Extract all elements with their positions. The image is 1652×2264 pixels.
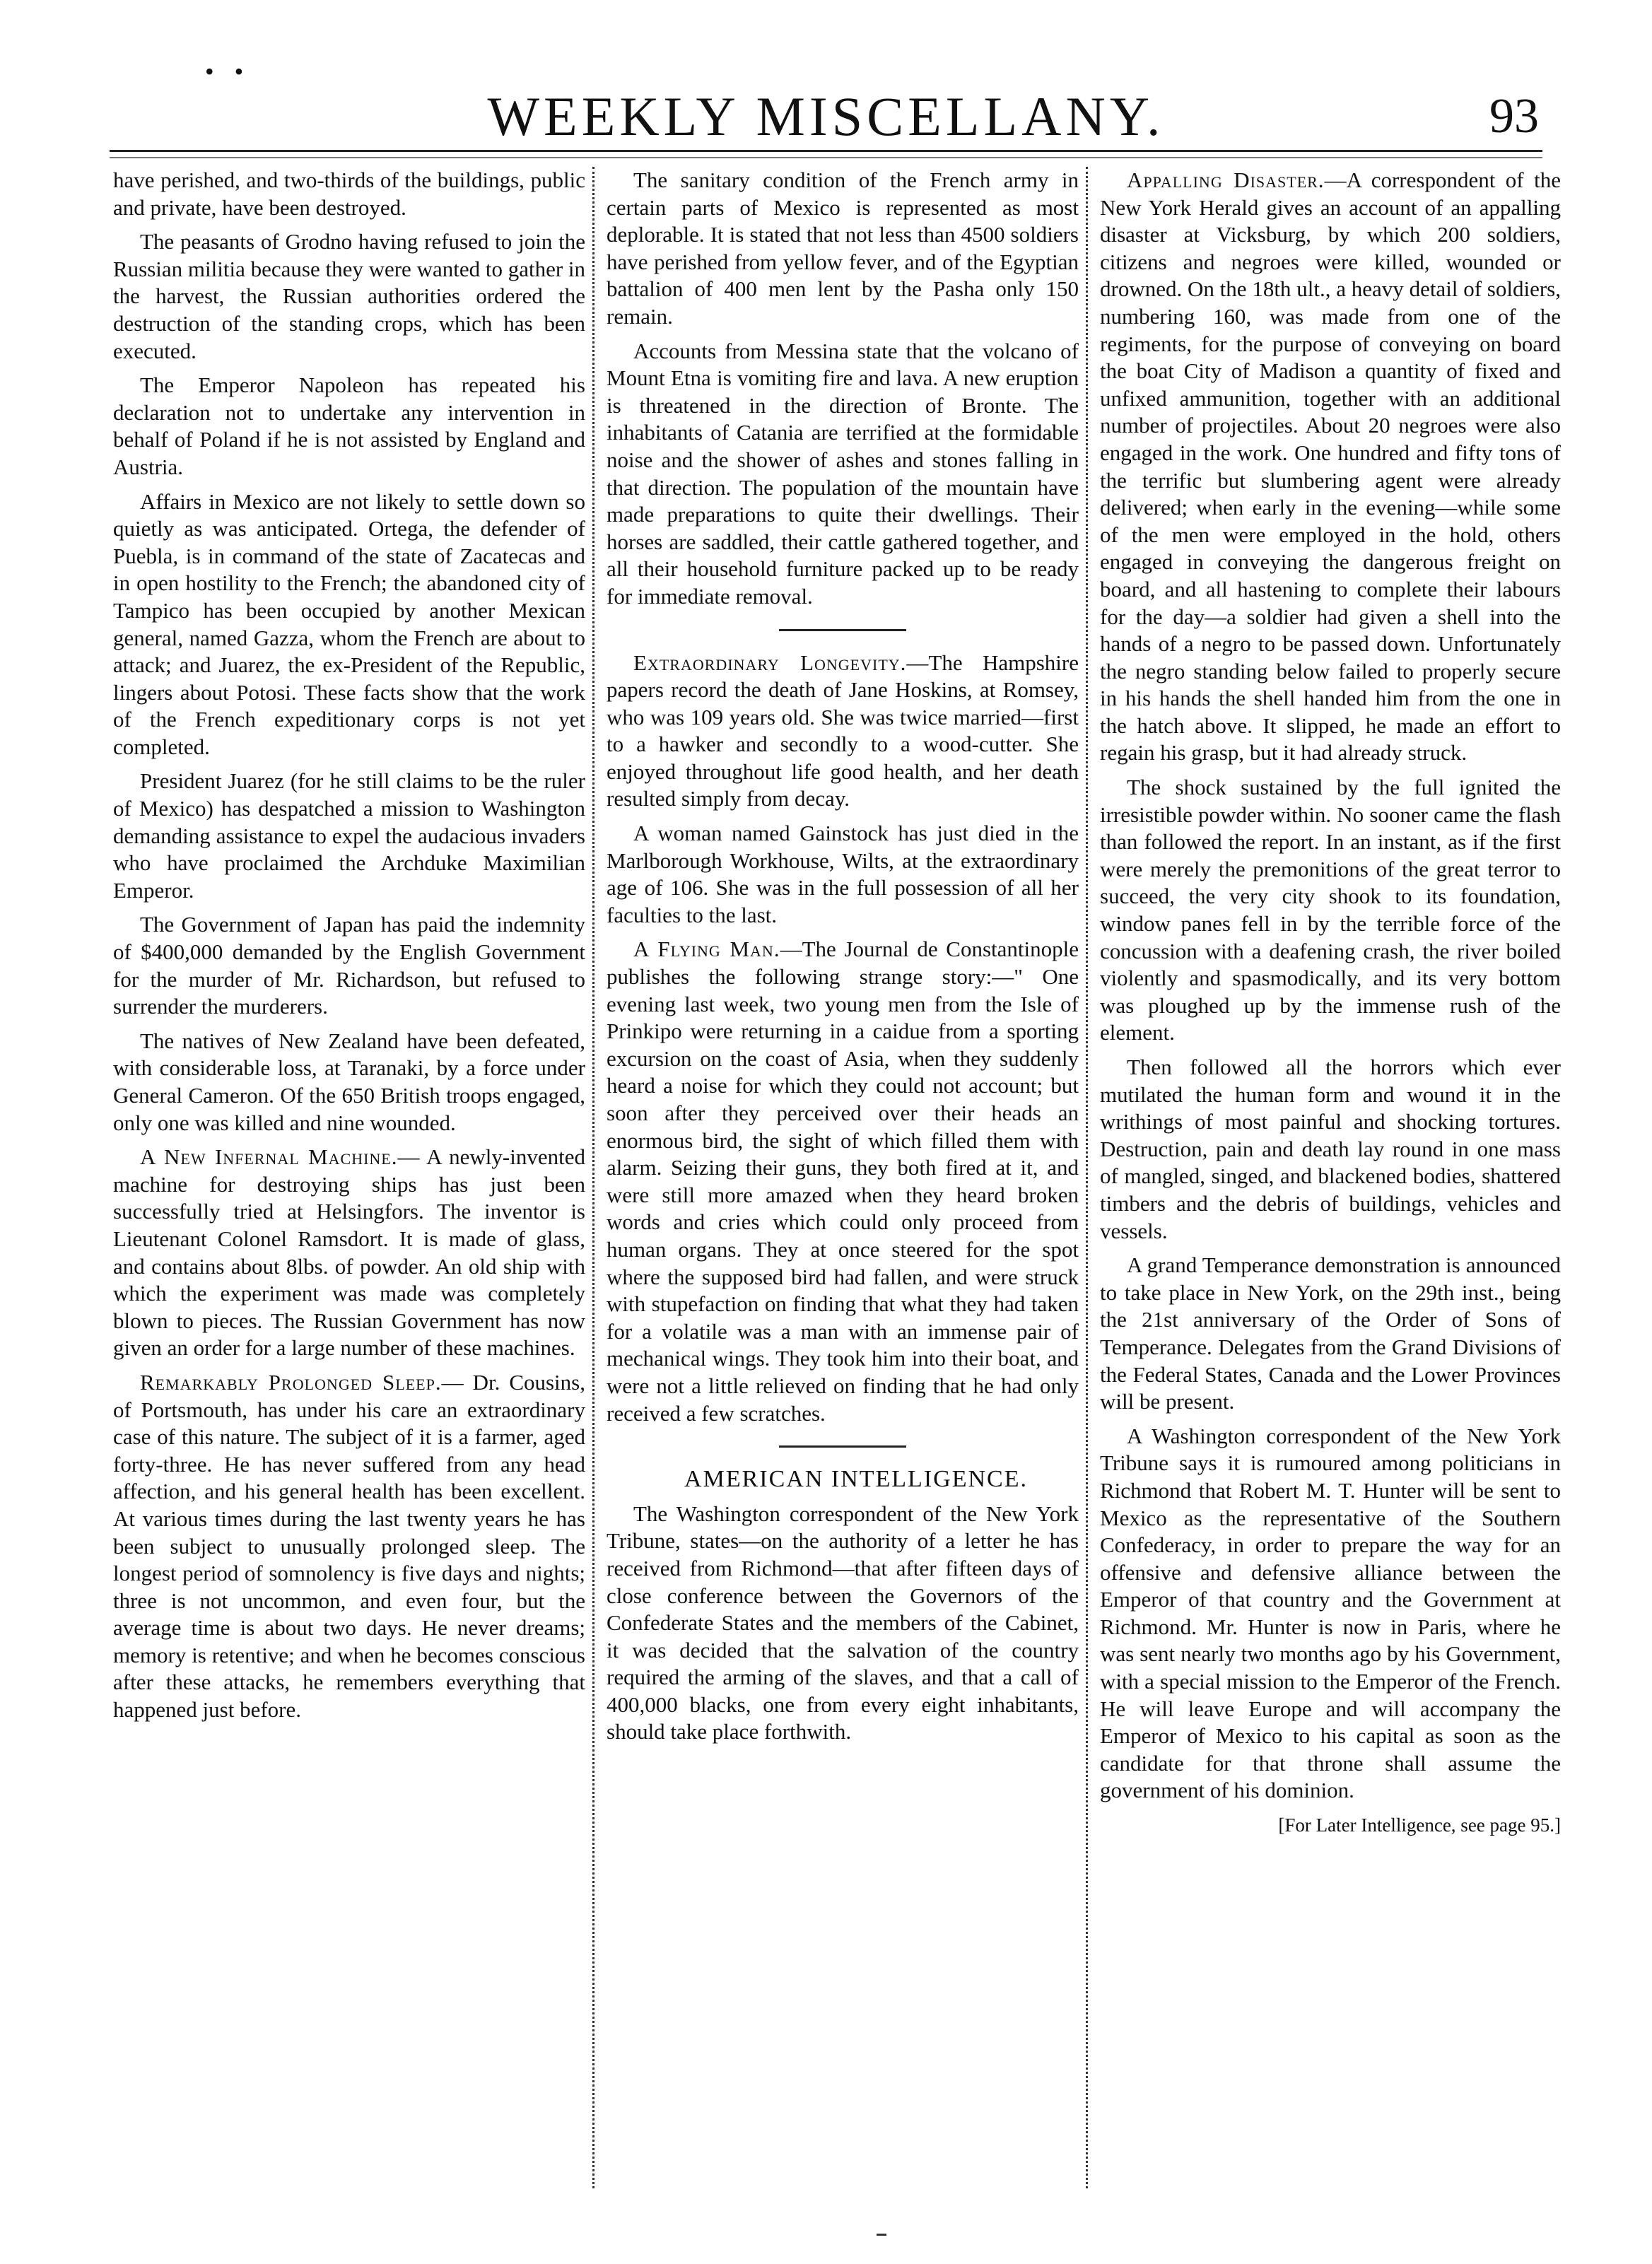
column-1 xyxy=(113,167,585,2203)
article-body: —The Hampshire papers record the death of Jane Hoskins, at Romsey, who was 109 years old. She was twice married—first to a hawker and secondly to a wood-cutter. She enjoyed throughout life good health, and her death resulted simply from decay. xyxy=(607,650,1079,811)
paragraph: President Juarez (for he still claims to be the ruler of Mexico) has despatched a mission to Washington demanding assistance to expel the audacious invaders who have proclaimed the Archduke Maximilian Emperor. xyxy=(113,768,585,903)
paragraph: have perished, and two-thirds of the buildings, public and private, have been destroyed. xyxy=(113,168,585,220)
section-title: AMERICAN INTELLIGENCE. xyxy=(684,1466,1028,1493)
paragraph: Accounts from Messina state that the volcano of Mount Etna is vomiting fire and lava. A new eruption is threatened in the direction of Bronte. The inhabitants of Catania are terrified at the formidable noise and the shower of ashes and stones falling in that direction. The population of the mountain have made preparations to quite their dwellings. Their horses are saddled, their cattle gathered together, and all their household furniture packed up to be ready for immediate removal. xyxy=(607,338,1079,609)
column-divider xyxy=(1086,167,1090,2188)
column-divider xyxy=(592,167,597,2188)
header-ornament: • • xyxy=(205,57,251,86)
column-3 xyxy=(1100,167,1561,2203)
continuation-note: [For Later Intelligence, see page 95.] xyxy=(1278,1814,1561,1836)
paragraph: The Government of Japan has paid the indemnity of $400,000 demanded by the English Government for the murder of Mr. Richardson, but refused to surrender the murderers. xyxy=(113,912,585,1019)
article-body: — Dr. Cousins, of Portsmouth, has under his care an extraordinary case of this nature. The subject of it is a farmer, aged forty-three. He has never suffered from any head affection, and his general health has been excellent. At various times during the last twenty years he has been subject to unusually prolonged sleep. The longest period of somnolency is five days and nights; three is not uncommon, and even four, but the average time is about two days. He never dreams; memory is retentive; and when he becomes conscious after these attacks, he remembers everything that happened just before. xyxy=(113,1369,585,1723)
article-body: —The Journal de Constantinople publishes the following strange story:—" One evening last week, two young men from the Isle of Prinkipo were returning in a caidue from a sporting excursion on the coast of Asia, when they suddenly heard a noise for which they could not account; but soon after they perceived over their heads an enormous bird, the sight of which filled them with alarm. Seizing their guns, they both fired at it, and were still more amazed when they heard broken words and cries which could only proceed from human organs. They at once steered for the spot where the supposed bird had fallen, and were struck with stupefaction on finding that what they had taken for a volatile was a man with an immense pair of mechanical wings. They took him into their boat, and were not a little relieved on finding that he had only received a few scratches. xyxy=(607,937,1079,1426)
article-heading: Remarkably Prolonged Sleep. xyxy=(140,1369,442,1395)
article xyxy=(607,650,1079,814)
section-divider xyxy=(779,629,906,631)
paragraph: Then followed all the horrors which ever mutilated the human form and wound it in the writhings of most painful and shocking tortures. Destruction, pain and death lay round in one mass of mangled, singed, and blackened bodies, shattered timbers and the debris of buildings, vehicles and vessels. xyxy=(1100,1055,1561,1243)
article-heading: A New Infernal Machine. xyxy=(140,1144,398,1170)
paragraph: The sanitary condition of the French army in certain parts of Mexico is represented as most deplorable. It is stated that not less than 4500 soldiers have perished from yellow fever, and of the Egyptian battalion of 400 men lent by the Pasha only 150 remain. xyxy=(607,168,1079,329)
paragraph: Affairs in Mexico are not likely to settle down so quietly as was anticipated. Ortega, the defender of Puebla, is in command of the state of Zacatecas and in open hostility to the French; the abandoned city of Tampico has been occupied by another Mexican general, named Gazza, whom the French are about to attack; and Juarez, the ex-President of the Republic, lingers about Potosi. These facts show that the work of the French expeditionary corps is not yet completed. xyxy=(113,488,585,759)
article-body: — A newly-invented machine for destroying ships has just been successfully tried at Helsingfors. The inventor is Lieutenant Colonel Ramsdort. It is made of glass, and contains about 8lbs. of powder. An old ship with which the experiment was made was completely blown to pieces. The Russian Government has now given an order for a large number of these machines. xyxy=(113,1144,585,1361)
article xyxy=(113,1144,585,1362)
paragraph: A woman named Gainstock has just died in the Marlborough Workhouse, Wilts, at the extraordinary age of 106. She was in the full possession of all her faculties to the last. xyxy=(607,821,1079,927)
section-divider xyxy=(779,1445,906,1448)
footer-mark xyxy=(877,2234,886,2236)
paragraph: The Washington correspondent of the New York Tribune, states—on the authority of a letter he has received from Richmond—that after fifteen days of close conference between the Governors of the Confederate States and the members of the Cabinet, it was decided that the salvation of the country required the arming of the slaves, and that a call of 400,000 blacks, one from every eight inhabitants, should take place forthwith. xyxy=(607,1501,1079,1744)
article xyxy=(1100,167,1561,767)
header-rule xyxy=(110,150,1542,152)
running-title: WEEKLY MISCELLANY. xyxy=(487,86,1165,147)
column-2 xyxy=(607,167,1079,2203)
article xyxy=(113,1369,585,1724)
paragraph: The peasants of Grodno having refused to join the Russian militia because they were wanted to gather in the harvest, the Russian authorities ordered the destruction of the standing crops, which has been executed. xyxy=(113,229,585,363)
header-rule-secondary xyxy=(110,157,1542,158)
paragraph: The natives of New Zealand have been defeated, with considerable loss, at Taranaki, by a force under General Cameron. Of the 650 British troops engaged, only one was killed and nine wounded. xyxy=(113,1028,585,1135)
page-number: 93 xyxy=(1489,89,1539,143)
article-heading: Appalling Disaster. xyxy=(1127,168,1325,192)
article xyxy=(607,936,1079,1427)
paragraph: The shock sustained by the full ignited the irresistible powder within. No sooner came the flash than followed the report. In an instant, as if the first were merely the premonitions of the great terror to succeed, the very city shook to its foundation, window panes fell in by the terrible force of the concussion with a deafening crash, the river boiled violently and spasmodically, and its very bottom was ploughed up by the immense rush of the element. xyxy=(1100,775,1561,1045)
paragraph: A Washington correspondent of the New York Tribune says it is rumoured among politicians in Richmond that Robert M. T. Hunter will be sent to Mexico as the representative of the Southern Confederacy, in order to prepare the way for an offensive and defensive alliance between the Emperor of that country and the Government at Richmond. Mr. Hunter is now in Paris, where he was sent nearly two months ago by his Government, with a special mission to the Emperor of the French. He will leave Europe and will accompany the Emperor of Mexico to his capital as soon as the candidate for that throne shall assume the government of his dominion. xyxy=(1100,1423,1561,1803)
article-heading: Extraordinary Longevity. xyxy=(633,650,907,675)
article-body: —A correspondent of the New York Herald gives an account of an appalling disaster at Vicksburg, by which 200 soldiers, citizens and negroes were killed, wounded or drowned. On the 18th ult., a heavy detail of soldiers, numbering 160, was made from one of the regiments, for the purpose of conveying on board the boat City of Madison a quantity of fixed and unfixed ammunition, together with an additional number of projectiles. About 20 negroes were also engaged in the work. One hundred and fifty tons of the terrific but slumbering agent were already delivered; when early in the evening—while some of the men were employed in the hold, others engaged in conveying the dangerous freight on board, and all hastening to complete their labours for the day—a soldier had given a shell into the hands of a negro to be passed down. Unfortunately the negro standing below failed to properly secure in his hands the shell handed him from the one in the hatch above. It slipped, he made an effort to regain his grasp, but it had already struck. xyxy=(1100,168,1561,766)
paragraph: A grand Temperance demonstration is announced to take place in New York, on the 29th inst., being the 21st anniversary of the Order of Sons of Temperance. Delegates from the Grand Divisions of the Federal States, Canada and the Lower Provinces will be present. xyxy=(1100,1253,1561,1414)
paragraph: The Emperor Napoleon has repeated his declaration not to undertake any intervention in behalf of Poland if he is not assisted by England and Austria. xyxy=(113,373,585,479)
article-heading: A Flying Man. xyxy=(633,937,780,962)
